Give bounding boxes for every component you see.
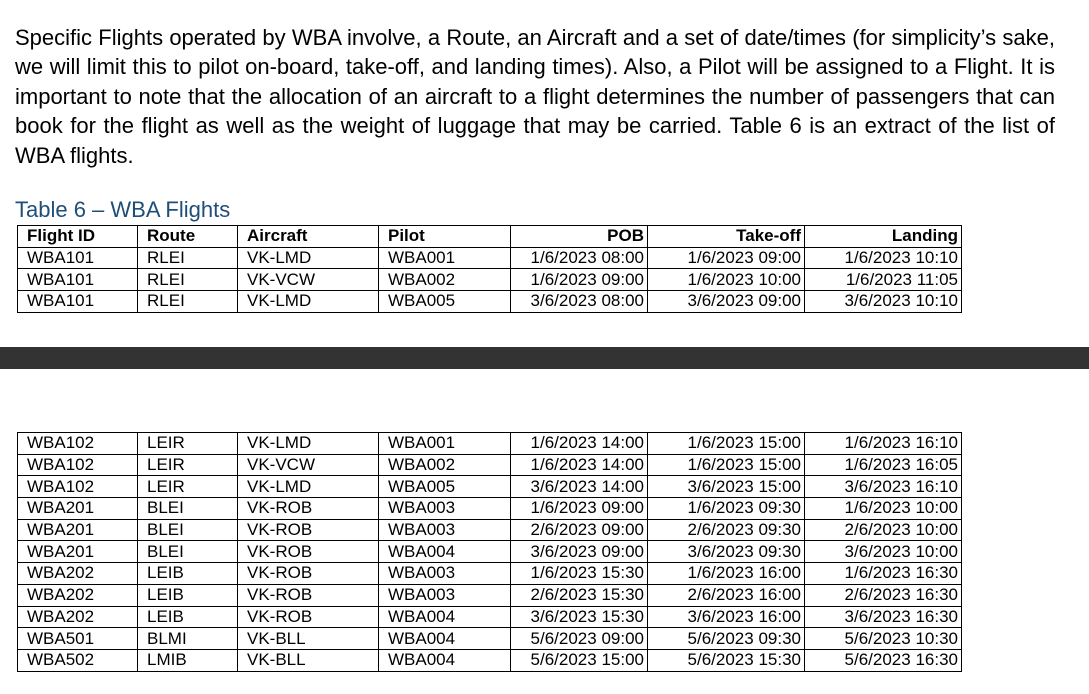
table-cell: 3/6/2023 09:00 <box>648 291 805 313</box>
table-row <box>18 649 962 671</box>
header-pilot: Pilot <box>379 226 511 248</box>
table-cell: 1/6/2023 15:00 <box>648 433 805 455</box>
table-row <box>18 433 962 455</box>
table-cell: WBA502 <box>18 649 138 671</box>
table-cell: 1/6/2023 10:00 <box>648 269 805 291</box>
table-cell: LEIR <box>138 476 238 498</box>
table-cell: VK-ROB <box>238 584 379 606</box>
table-cell: WBA201 <box>18 519 138 541</box>
table-cell: WBA004 <box>379 649 511 671</box>
table-cell: 1/6/2023 10:00 <box>805 498 962 520</box>
table-cell: 1/6/2023 15:00 <box>648 454 805 476</box>
table-cell: WBA004 <box>379 628 511 650</box>
table-cell: 3/6/2023 15:00 <box>648 476 805 498</box>
table-cell: 3/6/2023 16:00 <box>648 606 805 628</box>
table-cell: WBA005 <box>379 476 511 498</box>
table-cell: WBA003 <box>379 519 511 541</box>
table-cell: 5/6/2023 09:30 <box>648 628 805 650</box>
flights-table-continued <box>17 432 962 672</box>
table-cell: 1/6/2023 14:00 <box>511 454 648 476</box>
table-cell: WBA003 <box>379 498 511 520</box>
header-route: Route <box>138 226 238 248</box>
table-cell: VK-BLL <box>238 628 379 650</box>
table-cell: 2/6/2023 09:00 <box>511 519 648 541</box>
header-aircraft: Aircraft <box>238 226 379 248</box>
table-cell: WBA201 <box>18 541 138 563</box>
header-pob: POB <box>511 226 648 248</box>
table-cell: VK-ROB <box>238 606 379 628</box>
table-cell: 5/6/2023 15:00 <box>511 649 648 671</box>
table-cell: VK-VCW <box>238 454 379 476</box>
table-cell: VK-ROB <box>238 541 379 563</box>
table-cell: WBA002 <box>379 269 511 291</box>
table-cell: 1/6/2023 10:10 <box>805 247 962 269</box>
table-cell: 1/6/2023 16:10 <box>805 433 962 455</box>
table-row <box>18 541 962 563</box>
table-cell: VK-LMD <box>238 476 379 498</box>
table-cell: 3/6/2023 15:30 <box>511 606 648 628</box>
table-cell: WBA501 <box>18 628 138 650</box>
table-cell: 1/6/2023 09:30 <box>648 498 805 520</box>
table-cell: WBA003 <box>379 584 511 606</box>
table-cell: BLEI <box>138 519 238 541</box>
table-cell: WBA001 <box>379 247 511 269</box>
table-cell: VK-LMD <box>238 291 379 313</box>
table-cell: 5/6/2023 15:30 <box>648 649 805 671</box>
table-cell: WBA101 <box>18 269 138 291</box>
table-row <box>18 476 962 498</box>
table-cell: WBA202 <box>18 584 138 606</box>
table-cell: 3/6/2023 09:00 <box>511 541 648 563</box>
table-cell: 2/6/2023 10:00 <box>805 519 962 541</box>
table-cell: 1/6/2023 09:00 <box>511 269 648 291</box>
table-row <box>18 291 962 313</box>
intro-paragraph: Specific Flights operated by WBA involve, a Route, an Aircraft and a set of date/times (for simplicity’s sake, we will limit this to pilot on-board, take-off, and landing times). Also, a Pilot will be assigned to a Flight. It is important to note that the allocation of an aircraft to a flight determines the number of passengers that can book for the flight as well as the weight of luggage that may be carried. Table 6 is an extract of the list of WBA flights. <box>15 25 1055 168</box>
table-cell: WBA002 <box>379 454 511 476</box>
table-cell: RLEI <box>138 269 238 291</box>
table-cell: 2/6/2023 16:00 <box>648 584 805 606</box>
header-flight-id: Flight ID <box>18 226 138 248</box>
table-cell: 1/6/2023 11:05 <box>805 269 962 291</box>
table-cell: WBA101 <box>18 291 138 313</box>
table-row <box>18 628 962 650</box>
table-cell: BLEI <box>138 541 238 563</box>
table-cell: WBA101 <box>18 247 138 269</box>
table-cell: WBA202 <box>18 563 138 585</box>
table-cell: 1/6/2023 09:00 <box>511 498 648 520</box>
table-cell: 1/6/2023 14:00 <box>511 433 648 455</box>
flights-table <box>17 225 962 313</box>
table-header-row <box>18 226 962 248</box>
table-cell: WBA202 <box>18 606 138 628</box>
table-cell: 2/6/2023 09:30 <box>648 519 805 541</box>
table-cell: WBA004 <box>379 606 511 628</box>
table-caption: Table 6 – WBA Flights <box>15 197 231 222</box>
table-cell: 3/6/2023 16:30 <box>805 606 962 628</box>
table-cell: 5/6/2023 16:30 <box>805 649 962 671</box>
table-cell: WBA003 <box>379 563 511 585</box>
table-cell: WBA005 <box>379 291 511 313</box>
table-cell: BLEI <box>138 498 238 520</box>
table-cell: 1/6/2023 08:00 <box>511 247 648 269</box>
table-cell: VK-LMD <box>238 247 379 269</box>
table-cell: WBA004 <box>379 541 511 563</box>
table-cell: 1/6/2023 16:05 <box>805 454 962 476</box>
table-cell: 2/6/2023 16:30 <box>805 584 962 606</box>
table-cell: LMIB <box>138 649 238 671</box>
table-cell: 5/6/2023 10:30 <box>805 628 962 650</box>
table-cell: 3/6/2023 10:10 <box>805 291 962 313</box>
table-row <box>18 498 962 520</box>
table-cell: WBA001 <box>379 433 511 455</box>
table-cell: 1/6/2023 09:00 <box>648 247 805 269</box>
table-cell: LEIB <box>138 563 238 585</box>
table-cell: WBA102 <box>18 433 138 455</box>
table-cell: 3/6/2023 16:10 <box>805 476 962 498</box>
table-cell: 3/6/2023 14:00 <box>511 476 648 498</box>
table-cell: LEIR <box>138 433 238 455</box>
table-cell: VK-VCW <box>238 269 379 291</box>
table-cell: WBA102 <box>18 476 138 498</box>
table-cell: WBA201 <box>18 498 138 520</box>
table-row <box>18 563 962 585</box>
table-cell: VK-ROB <box>238 498 379 520</box>
table-cell: LEIB <box>138 584 238 606</box>
table-row <box>18 247 962 269</box>
table-cell: VK-ROB <box>238 563 379 585</box>
table-cell: VK-ROB <box>238 519 379 541</box>
table-cell: RLEI <box>138 247 238 269</box>
table-cell: 3/6/2023 09:30 <box>648 541 805 563</box>
table-cell: 2/6/2023 15:30 <box>511 584 648 606</box>
header-landing: Landing <box>805 226 962 248</box>
table-cell: RLEI <box>138 291 238 313</box>
table-cell: 3/6/2023 08:00 <box>511 291 648 313</box>
header-take-off: Take-off <box>648 226 805 248</box>
table-cell: LEIR <box>138 454 238 476</box>
table-cell: 1/6/2023 16:30 <box>805 563 962 585</box>
table-cell: 3/6/2023 10:00 <box>805 541 962 563</box>
table-cell: WBA102 <box>18 454 138 476</box>
table-cell: 5/6/2023 09:00 <box>511 628 648 650</box>
table-row <box>18 606 962 628</box>
table-cell: 1/6/2023 15:30 <box>511 563 648 585</box>
table-row <box>18 584 962 606</box>
table-cell: LEIB <box>138 606 238 628</box>
table-cell: BLMI <box>138 628 238 650</box>
table-row <box>18 269 962 291</box>
page-divider-bar <box>0 347 1089 369</box>
table-cell: VK-LMD <box>238 433 379 455</box>
table-row <box>18 454 962 476</box>
table-cell: VK-BLL <box>238 649 379 671</box>
table-row <box>18 519 962 541</box>
table-cell: 1/6/2023 16:00 <box>648 563 805 585</box>
